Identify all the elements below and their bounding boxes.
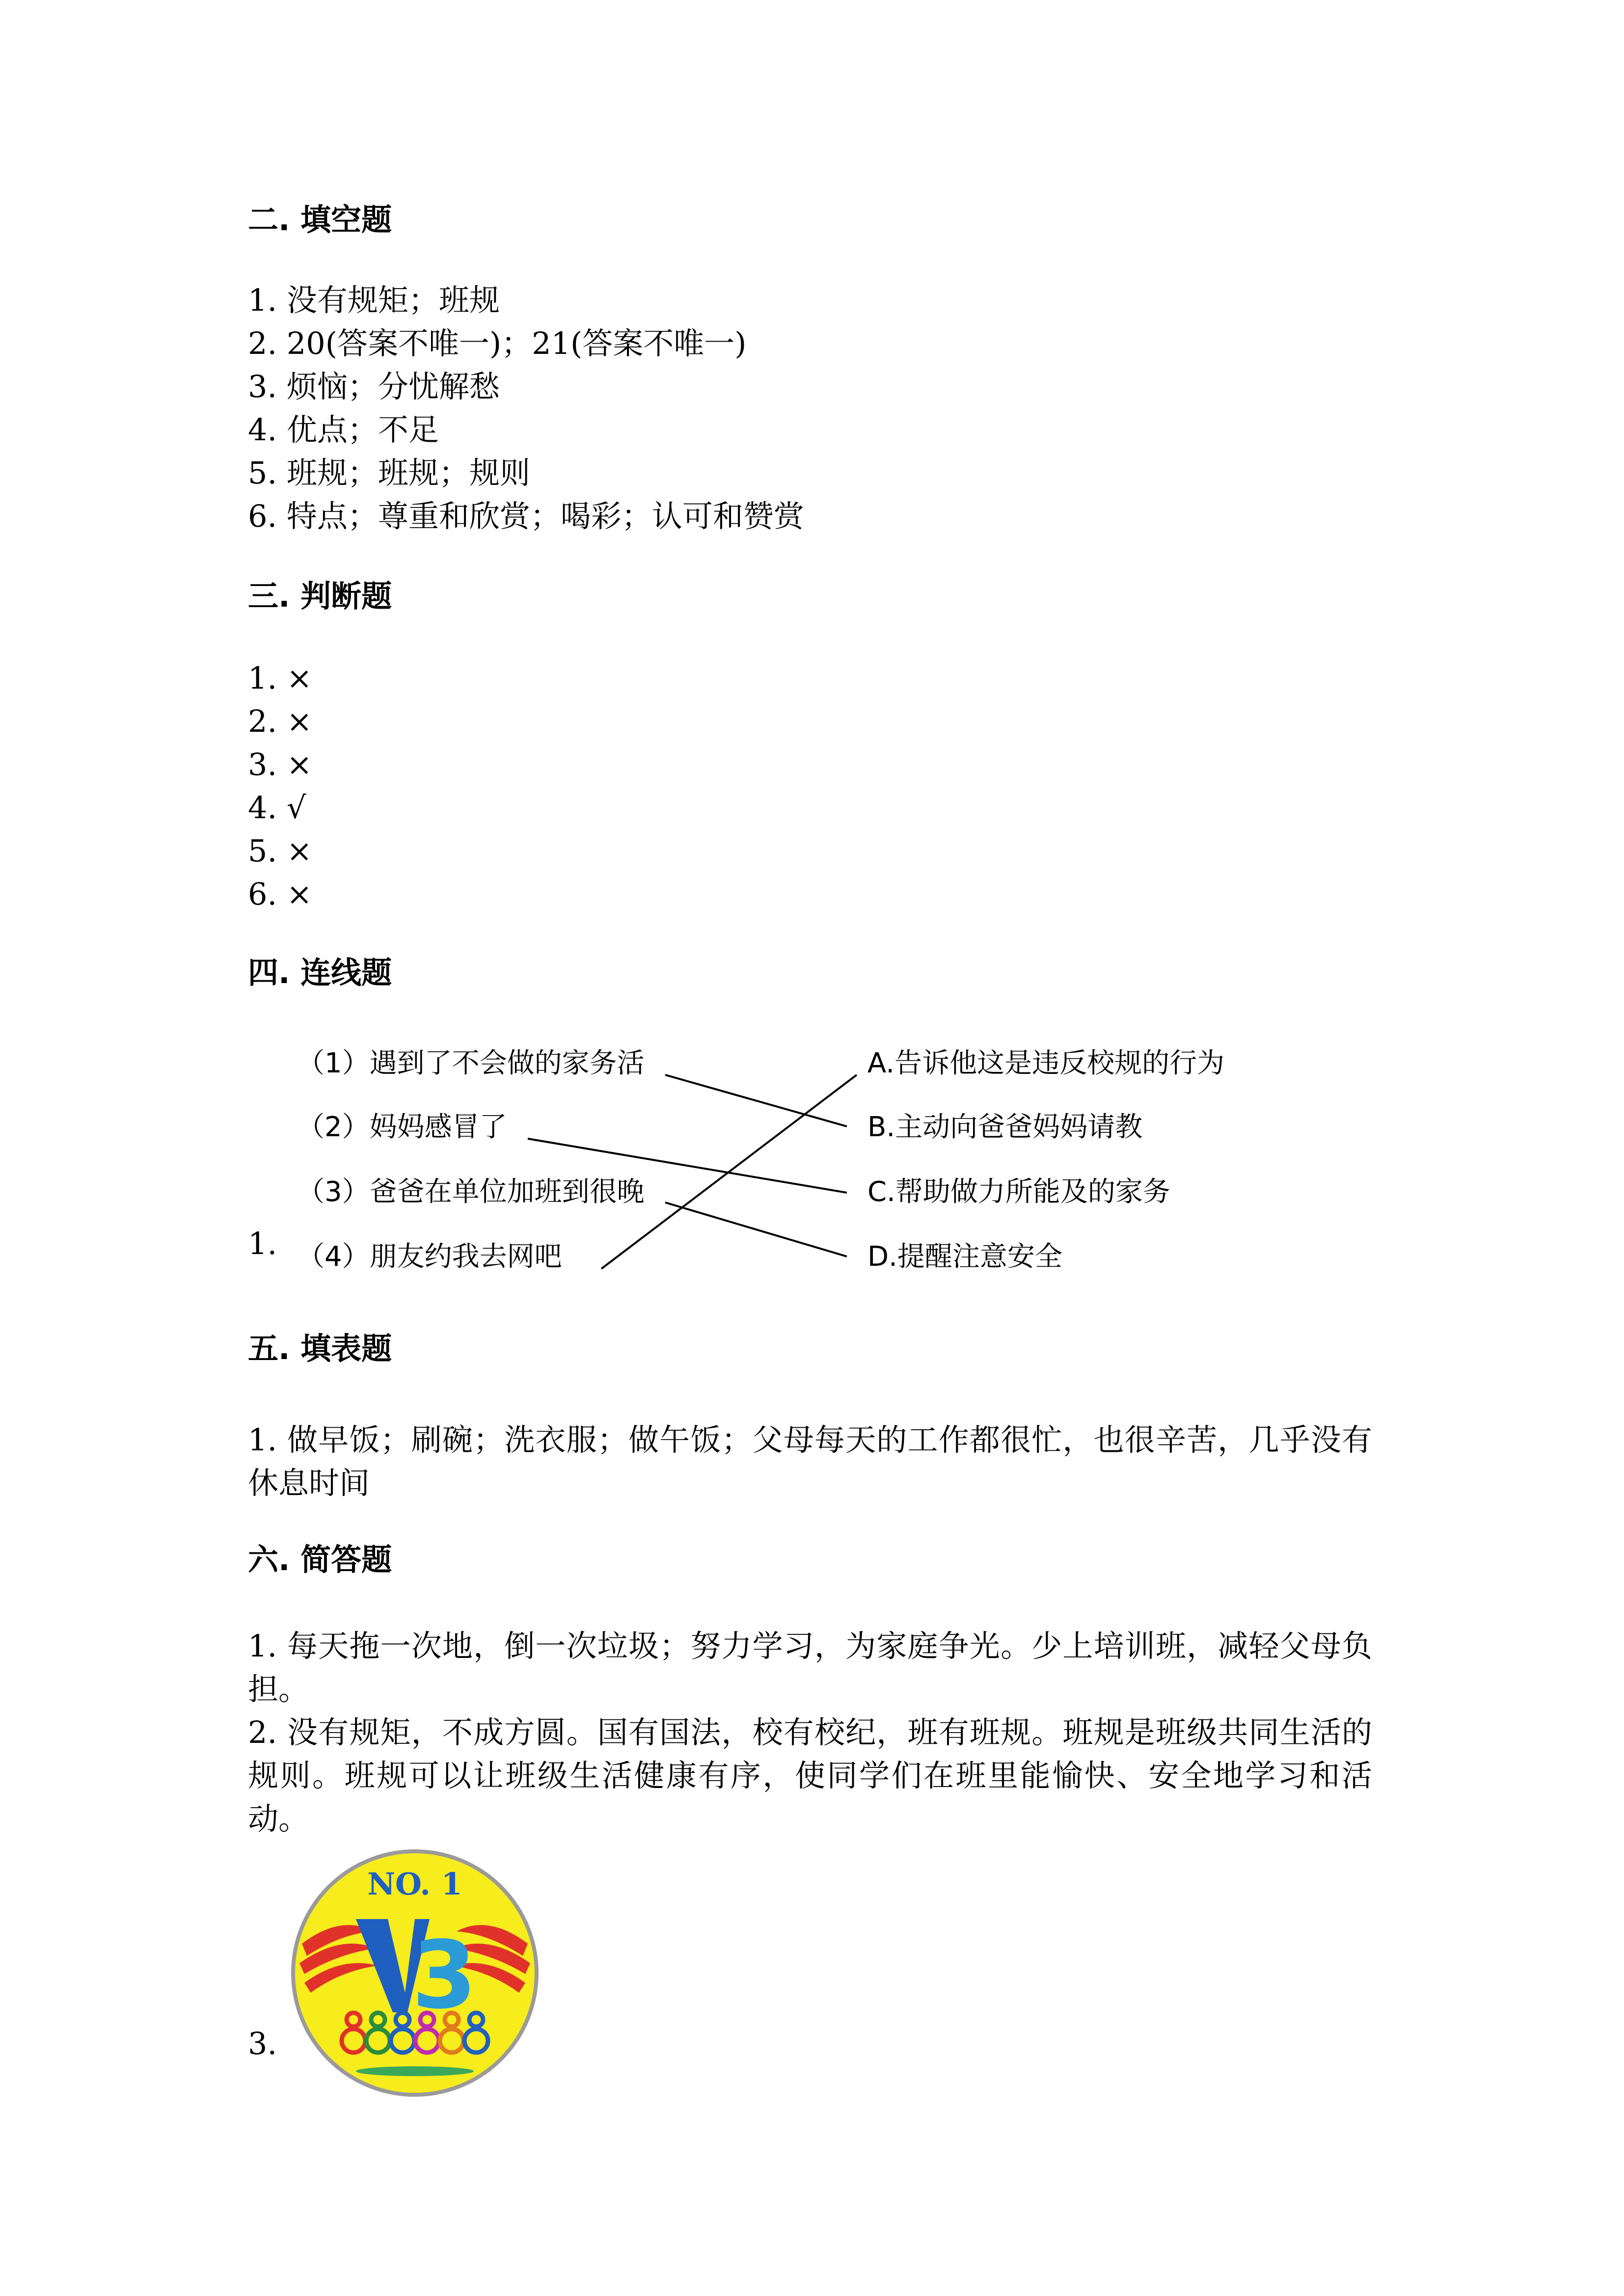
judge-answer: 3. × — [248, 747, 312, 782]
fill-blank-answer: 2. 20(答案不唯一)；21(答案不唯一) — [248, 325, 747, 361]
table-answer: 1. 做早饭；刷碗；洗衣服；做午饭；父母每天的工作都很忙，也很辛苦，几乎没有休息时间 — [248, 1422, 1372, 1501]
match-line-3-d — [665, 1202, 847, 1256]
short-answer: 1. 每天拖一次地，倒一次垃圾；努力学习，为家庭争光。少上培训班，减轻父母负担。 — [248, 1628, 1372, 1707]
fill-blank-answer: 3. 烦恼；分忧解愁 — [248, 369, 500, 404]
match-right-item: A.告诉他这是违反校规的行为 — [867, 1047, 1225, 1079]
match-right-item: D.提醒注意安全 — [867, 1241, 1062, 1273]
judge-answer: 2. × — [248, 703, 312, 739]
matching-number: 1. — [248, 1226, 277, 1261]
match-line-4-a — [601, 1075, 857, 1269]
section-heading-short-answer: 六. 简答题 — [248, 1542, 392, 1577]
match-left-item: （3）爸爸在单位加班到很晚 — [297, 1176, 645, 1208]
match-left-item: （4）朋友约我去网吧 — [297, 1241, 562, 1273]
section-heading-judge: 三. 判断题 — [248, 578, 392, 614]
class-badge-image — [287, 1845, 542, 2101]
badge-no-text: NO. 1 — [367, 1866, 462, 1902]
matching-lines — [248, 1036, 1279, 1310]
match-left-item: （1）遇到了不会做的家务活 — [297, 1047, 645, 1079]
judge-answer: 5. × — [248, 833, 312, 869]
fill-blank-answer: 6. 特点；尊重和欣赏；喝彩；认可和赞赏 — [248, 498, 804, 534]
short-answer-number: 3. — [248, 2026, 277, 2061]
short-answer: 2. 没有规矩，不成方圆。国有国法，校有校纪，班有班规。班规是班级共同生活的规则。班规可以让班级生活健康有序，使同学们在班里能愉快、安全地学习和活动。 — [248, 1714, 1372, 1837]
section-heading-matching: 四. 连线题 — [248, 955, 392, 990]
judge-answer: 4. √ — [248, 790, 306, 826]
section-heading-fill-blank: 二. 填空题 — [248, 202, 392, 238]
judge-answer: 6. × — [248, 876, 312, 912]
fill-blank-answer: 5. 班规；班规；规则 — [248, 455, 530, 491]
match-right-item: B.主动向爸爸妈妈请教 — [867, 1111, 1143, 1143]
badge-digit: 3 — [411, 1921, 477, 2029]
judge-answer: 1. × — [248, 660, 312, 696]
match-line-2-c — [528, 1139, 847, 1193]
section-heading-table: 五. 填表题 — [248, 1331, 392, 1366]
badge-base — [356, 2066, 474, 2076]
fill-blank-answer: 4. 优点；不足 — [248, 412, 439, 448]
match-left-item: （2）妈妈感冒了 — [297, 1111, 507, 1143]
match-right-item: C.帮助做力所能及的家务 — [867, 1176, 1170, 1208]
matching-diagram — [248, 1036, 1279, 1310]
match-line-1-b — [665, 1075, 847, 1126]
fill-blank-answer: 1. 没有规矩；班规 — [248, 282, 500, 318]
class-badge-answer — [248, 1845, 552, 2101]
